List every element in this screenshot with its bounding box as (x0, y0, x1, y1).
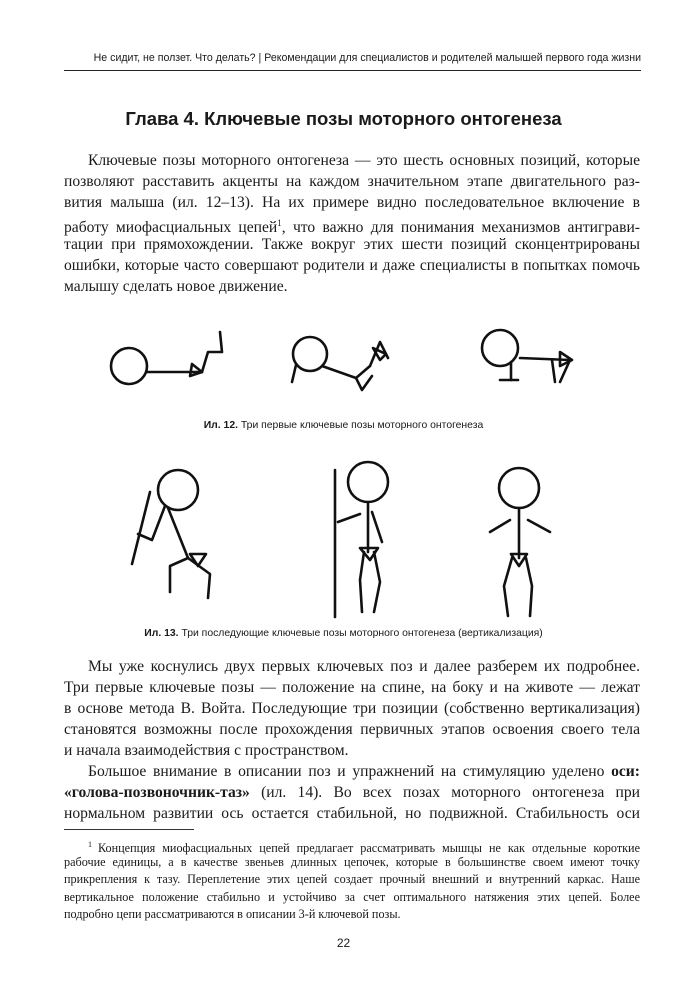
pose-prone (482, 330, 572, 382)
bold-term-head-spine-pelvis: «голова-позвоночник-таз» (64, 784, 250, 801)
text-line: ошибки, которые часто совершают родители и даже специалисты в попытках помочь (64, 257, 640, 274)
text-line: Ключевые позы моторного онтогенеза — это шесть основных позиций, которые (88, 152, 640, 169)
pose-supine (111, 332, 222, 384)
figure-13-caption-text: Три последующие ключевые позы моторного онтогенеза (вертикализация) (181, 628, 543, 639)
footnote-line: прикрепления к тазу. Переплетение этих цепей создает прочный внешний и внутренний каркас. Наше (64, 872, 640, 886)
footnote-line: подробно цепи рассматриваются в описании 3-й ключевой позы. (64, 907, 401, 921)
text-line: малышу сделать новое движение. (64, 278, 288, 295)
text-line: Три первые ключевые позы — положение на спине, на боку и на животе — лежат (64, 679, 640, 696)
pose-side-lying (292, 337, 388, 390)
footnote-line: рабочие единицы, а в качестве звеньев длинных цепочек, которые в большинстве своем имеют точку (64, 854, 640, 869)
text-line: тации при прямохождении. Также вокруг этих шести позиций сконцентрированы (64, 236, 640, 253)
figure-13-label: Ил. 13. (144, 628, 179, 639)
figure-12-illustration (100, 318, 600, 398)
text-line (64, 213, 640, 237)
figure-13-illustration (110, 462, 580, 622)
text-line (64, 761, 640, 782)
text-fragment: работу миофасциальных цепей (64, 219, 278, 237)
intro-paragraph (64, 150, 640, 297)
text-fragment: Большое внимание в описании поз и упражнений на стимуляцию уделено (88, 763, 612, 780)
footnote-marker: 1 (88, 840, 92, 849)
pose-kneeling (132, 470, 210, 598)
bold-term-axis: оси: (611, 763, 640, 780)
figure-12-label: Ил. 12. (203, 420, 239, 431)
pose-standing-free (490, 468, 550, 616)
page-number: 22 (336, 936, 351, 950)
text-line: вития малыша (ил. 12–13). На их примере видно последовательное включение в (64, 194, 640, 211)
text-line: становятся возможны после прохождения первичных этапов освоения своего тела (64, 721, 640, 738)
footnote-line (64, 836, 640, 854)
footnote-line: вертикальное положение стабильно и устойчиво за счет оптимального натяжения этих цепей. Более (64, 889, 640, 904)
figure-13-caption (0, 628, 687, 639)
running-head: Не сидит, не ползет. Что делать? | Рекомендации для специалистов и родителей малышей первого года жизни (64, 48, 641, 71)
text-line: Мы уже коснулись двух первых ключевых поз и далее разберем их подробнее. (88, 658, 640, 675)
footnote-divider (64, 829, 194, 830)
figure-12-caption-text: Три первые ключевые позы моторного онтогенеза (240, 420, 484, 431)
text-line (64, 782, 640, 803)
text-line: в основе метода В. Войта. Последующие три позиции (собственно вертикализация) (64, 700, 640, 717)
text-fragment: Концепция миофасциальных цепей предлагает рассматривать мышцы не как отдельные короткие (98, 841, 640, 855)
text-line: нормальном развитии ось остается стабильной, но подвижной. Стабильность оси (64, 805, 640, 822)
text-line: позволяют расставить акценты на каждом значительном этапе двигательного раз- (64, 173, 640, 190)
text-fragment: , что важно для понимания механизмов антиграви- (281, 219, 640, 237)
body-paragraph-3 (64, 761, 640, 824)
footnote-reference: 1 (277, 218, 282, 228)
body-paragraph-2 (64, 656, 640, 761)
text-fragment: (ил. 14). Во всех позах моторного онтогенеза при (249, 784, 640, 801)
text-line: и начала взаимодействия с пространством. (64, 742, 349, 759)
figure-12-caption (0, 420, 687, 431)
chapter-title: Глава 4. Ключевые позы моторного онтогенеза (125, 108, 562, 129)
pose-standing-support (335, 462, 388, 617)
footnote (64, 836, 640, 924)
